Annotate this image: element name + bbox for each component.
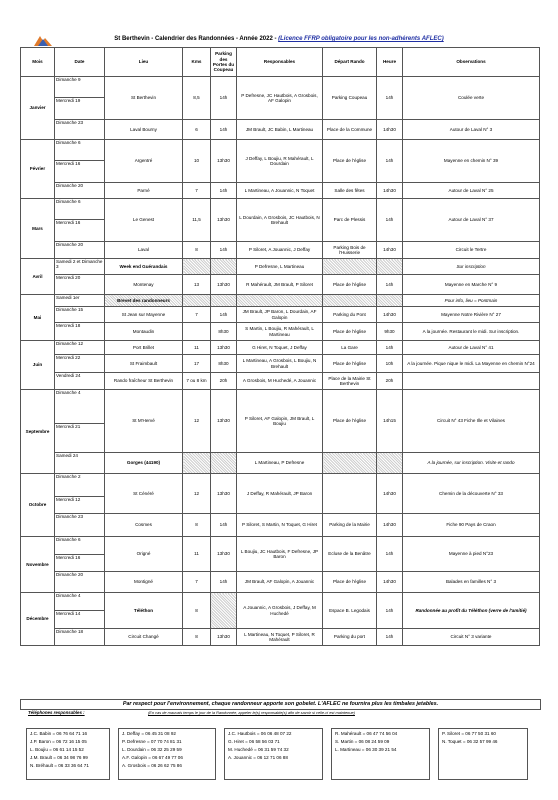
cell-place: Montigné bbox=[105, 572, 183, 593]
contact-line: N. Toquet = 06 32 57 99 46 bbox=[442, 739, 498, 744]
cell-parking bbox=[211, 259, 237, 275]
cell-notes: Autour de Laval N° 41 bbox=[403, 341, 540, 355]
cell-notes: A la journée, sur inscription. Visite et rando bbox=[403, 453, 540, 474]
contact-line: P. Defresne = 07 70 74 81 31 bbox=[122, 739, 182, 744]
cell-leaders: JM Brault, JC Babin, L Martineau bbox=[237, 120, 323, 140]
cell-time bbox=[377, 453, 403, 474]
cell-start bbox=[323, 453, 377, 474]
cell-month: Mars bbox=[21, 199, 55, 259]
table-row bbox=[21, 572, 540, 593]
cell-notes: Pour info, lieu = Pontmain bbox=[403, 295, 540, 307]
cell-date: Dimanche 2 bbox=[55, 474, 105, 497]
contact-line: R. Mahérault = 06 47 74 56 04 bbox=[335, 731, 398, 736]
cell-leaders: L Martineau, N Toquet, P Siloret, R Mahérault bbox=[237, 629, 323, 646]
cell-notes: Fiche 90 Pays de Craon bbox=[403, 514, 540, 537]
table-row bbox=[21, 629, 540, 646]
cell-parking: 13h30 bbox=[211, 140, 237, 183]
cell-leaders: J Deffay, R Mahérault, JP Baron bbox=[237, 474, 323, 514]
cell-date: Dimanche 20 bbox=[55, 242, 105, 259]
contact-line: G. Hiret = 06 58 56 03 71 bbox=[228, 739, 280, 744]
cell-start bbox=[323, 295, 377, 307]
header-place: Lieu bbox=[105, 48, 183, 77]
cell-time: 20h bbox=[377, 373, 403, 390]
table-row bbox=[21, 140, 540, 161]
contact-line: L. Martineau = 06 30 39 21 54 bbox=[335, 747, 397, 752]
contact-line: L. Dourdain = 06 32 25 29 59 bbox=[122, 747, 182, 752]
cell-leaders: P Siloret, AF Galopin, JM Brault, L Boujiu bbox=[237, 390, 323, 453]
cell-time: 14h30 bbox=[377, 120, 403, 140]
cell-start: Parking du Pont bbox=[323, 307, 377, 323]
cell-notes: Autour de Laval N° 25 bbox=[403, 183, 540, 199]
cell-leaders: P Siloret, S Martin, N Toquet, G Hiret bbox=[237, 514, 323, 537]
cell-date: Mercredi 21 bbox=[55, 424, 105, 453]
header-start: Départ Rando bbox=[323, 48, 377, 77]
cell-start: Place de l'église bbox=[323, 323, 377, 341]
cell-leaders: G Hiret, N Toquet, J Deffay bbox=[237, 341, 323, 355]
cell-place: Circuit Changé bbox=[105, 629, 183, 646]
cell-start: Parking Coupeau bbox=[323, 77, 377, 120]
cell-date: Mercredi 16 bbox=[55, 161, 105, 183]
cell-month: Janvier bbox=[21, 77, 55, 140]
cell-date: Dimanche 20 bbox=[55, 183, 105, 199]
cell-kms: 7 ou 8 km bbox=[183, 373, 211, 390]
cell-month: Décembre bbox=[21, 593, 55, 646]
cell-kms: 6 bbox=[183, 120, 211, 140]
cell-parking: 14h bbox=[211, 77, 237, 120]
cell-date: Mercredi 19 bbox=[55, 98, 105, 120]
contact-line: J.M. Brault = 06 34 98 76 99 bbox=[30, 755, 88, 760]
phones-note: (En cas de mauvais temps le jour de la Randonnée, appeler le(s) responsable(s) afin de savoir si celle-ci est maintenue) bbox=[148, 710, 355, 715]
cell-kms: 8 bbox=[183, 242, 211, 259]
cell-month: Juin bbox=[21, 341, 55, 390]
cell-time: 14h bbox=[377, 537, 403, 572]
cell-parking: 14h bbox=[211, 183, 237, 199]
cell-start bbox=[323, 259, 377, 275]
cell-month: Septembre bbox=[21, 390, 55, 474]
cell-notes: Autour de Laval N° 3 bbox=[403, 120, 540, 140]
header-date: Date bbox=[55, 48, 105, 77]
cell-start: Place de l'église bbox=[323, 140, 377, 183]
cell-notes: Sur inscription bbox=[403, 259, 540, 275]
cell-parking: 14h bbox=[211, 120, 237, 140]
cell-date: Dimanche 15 bbox=[55, 307, 105, 323]
cell-place: St Fraimbault bbox=[105, 355, 183, 373]
cell-kms bbox=[183, 323, 211, 341]
cell-start: Place de la Commune bbox=[323, 120, 377, 140]
cell-parking: 8h30 bbox=[211, 355, 237, 373]
cell-time: 14h bbox=[377, 275, 403, 295]
page-title bbox=[0, 36, 558, 42]
cell-time bbox=[377, 259, 403, 275]
cell-kms: 11 bbox=[183, 341, 211, 355]
cell-leaders: L Boujiu, JC Hautbois, F Defresne, JP Baron bbox=[237, 537, 323, 572]
cell-leaders: JM Brault, AF Galopin, A Jouannic bbox=[237, 572, 323, 593]
cell-time: 10h bbox=[377, 355, 403, 373]
cell-kms: 8,5 bbox=[183, 77, 211, 120]
table-row bbox=[21, 341, 540, 355]
cell-date: Dimanche 6 bbox=[55, 537, 105, 555]
contact-line: J.P. Baron = 06 72 16 15 05 bbox=[30, 739, 87, 744]
cell-place: Montaudin bbox=[105, 323, 183, 341]
cell-time: 14h bbox=[377, 140, 403, 183]
contact-line: J.C. Babin = 06 76 64 71 16 bbox=[30, 731, 88, 736]
contact-line: M. Huchedé = 06 31 59 74 32 bbox=[228, 747, 289, 752]
cell-kms: 8 bbox=[183, 629, 211, 646]
title-main: St Berthevin - Calendrier des Randonnées - Année 2022 - bbox=[114, 36, 279, 42]
cell-kms: 8 bbox=[183, 593, 211, 629]
table-row bbox=[21, 259, 540, 275]
phones-title: Téléphones responsables : bbox=[28, 710, 85, 715]
table-row bbox=[21, 514, 540, 537]
cell-place: Téléthon bbox=[105, 593, 183, 629]
cell-place: St M'Hervé bbox=[105, 390, 183, 453]
cell-start: Place de l'église bbox=[323, 275, 377, 295]
cell-notes: Chemin de la découverte N° 33 bbox=[403, 474, 540, 514]
header-month: Mois bbox=[21, 48, 55, 77]
cell-leaders: A Jouannic, A Grosbois, J Deffay, M Huchedé bbox=[237, 593, 323, 629]
cell-date: Mercredi 20 bbox=[55, 275, 105, 295]
table-row bbox=[21, 390, 540, 424]
header-leaders: Responsables bbox=[237, 48, 323, 77]
cell-time: 14h bbox=[377, 199, 403, 242]
cell-notes bbox=[403, 373, 540, 390]
contacts-box bbox=[331, 728, 430, 780]
cell-month: Novembre bbox=[21, 537, 55, 593]
cell-notes: Balades en familles N° 3 bbox=[403, 572, 540, 593]
cell-place: Cosmes bbox=[105, 514, 183, 537]
header-time: Heure bbox=[377, 48, 403, 77]
cell-parking: 14h bbox=[211, 572, 237, 593]
cell-month: Avril bbox=[21, 259, 55, 295]
cell-date: Dimanche 20 bbox=[55, 572, 105, 593]
cell-date: Mercredi 16 bbox=[55, 220, 105, 242]
cell-time: 14h30 bbox=[377, 572, 403, 593]
cell-parking: 14h bbox=[211, 242, 237, 259]
table-row bbox=[21, 453, 540, 474]
cell-start: La Gare bbox=[323, 341, 377, 355]
cell-date: Dimanche 9 bbox=[55, 77, 105, 98]
contact-line: S. Martin = 06 08 24 59 09 bbox=[335, 739, 390, 744]
cell-leaders: L Martineau, A Grosbois, L Boujiu, N Brehault bbox=[237, 355, 323, 373]
cell-date: Dimanche 23 bbox=[55, 514, 105, 537]
cell-parking bbox=[211, 453, 237, 474]
cell-parking bbox=[211, 593, 237, 629]
contact-line: P. Siloret = 06 77 50 31 60 bbox=[442, 731, 496, 736]
cell-date: Samedi 24 bbox=[55, 453, 105, 474]
cell-leaders: P Defresne, L Martineau bbox=[237, 259, 323, 275]
contact-line: J. Deffay = 06 45 31 08 92 bbox=[122, 731, 176, 736]
cell-notes: Mayenne en Marche N° 9 bbox=[403, 275, 540, 295]
table-body bbox=[21, 77, 540, 646]
contact-line: J.C. Hautbois = 06 06 48 07 22 bbox=[228, 731, 292, 736]
contacts-box bbox=[224, 728, 323, 780]
cell-kms: 17 bbox=[183, 355, 211, 373]
cell-place: Argentré bbox=[105, 140, 183, 183]
cell-notes: Coulée verte bbox=[403, 77, 540, 120]
contacts-box bbox=[26, 728, 110, 780]
cell-parking: 13h30 bbox=[211, 537, 237, 572]
cell-notes: Mayenne Notre Rivière N° 27 bbox=[403, 307, 540, 323]
cell-time: 14h30 bbox=[377, 183, 403, 199]
cell-notes: Mayenne à pied N°23 bbox=[403, 537, 540, 572]
cell-start: Place de l'église bbox=[323, 355, 377, 373]
cell-parking: 20h bbox=[211, 373, 237, 390]
cell-start: Salle des fêtes bbox=[323, 183, 377, 199]
cell-start: Place de l'église bbox=[323, 572, 377, 593]
cell-leaders: S Martin, L Boujiu, R Mahérault, L Martineau bbox=[237, 323, 323, 341]
cell-time: 14h bbox=[377, 77, 403, 120]
cell-kms: 12 bbox=[183, 390, 211, 453]
contact-line: A. Grosbois = 06 26 62 75 86 bbox=[122, 763, 182, 768]
table-row bbox=[21, 120, 540, 140]
table-row bbox=[21, 77, 540, 98]
cell-start: Parking de la Mairie bbox=[323, 514, 377, 537]
contact-line: N. Bréhault = 06 33 36 64 71 bbox=[30, 763, 89, 768]
cell-start: Place de l'église bbox=[323, 390, 377, 453]
cell-date: Mercredi 16 bbox=[55, 555, 105, 572]
cell-start bbox=[323, 474, 377, 514]
contact-line: L. Boujiu = 06 61 14 15 52 bbox=[30, 747, 84, 752]
cell-kms: 13 bbox=[183, 275, 211, 295]
table-header bbox=[21, 48, 540, 77]
cell-start: Espace B. Legodais bbox=[323, 593, 377, 629]
cell-date: Dimanche 6 bbox=[55, 199, 105, 220]
cell-leaders: P Defresne, JC Hautbois, A Grosbois, AF Galopin bbox=[237, 77, 323, 120]
cell-notes: Autour de Laval N° 37 bbox=[403, 199, 540, 242]
cell-parking: 13h30 bbox=[211, 199, 237, 242]
cell-notes: Circuit N° 3 variante bbox=[403, 629, 540, 646]
cell-kms: 7 bbox=[183, 307, 211, 323]
header-notes: Observations bbox=[403, 48, 540, 77]
cell-parking: 13h30 bbox=[211, 629, 237, 646]
cell-parking: 13h30 bbox=[211, 341, 237, 355]
cell-date: Samedi 1er bbox=[55, 295, 105, 307]
cell-leaders: J Deffay, L Boujiu, R Mahérault, L Dourdain bbox=[237, 140, 323, 183]
cell-start: Place de la Mairie St Berthevin bbox=[323, 373, 377, 390]
cell-date: Mercredi 22 bbox=[55, 355, 105, 373]
cell-notes: Randonnée au profit du Téléthon (verre de l'amitié) bbox=[403, 593, 540, 629]
cell-start: Ecluse de la Benâtre bbox=[323, 537, 377, 572]
cell-kms bbox=[183, 259, 211, 275]
header-kms: Kms bbox=[183, 48, 211, 77]
table-row bbox=[21, 307, 540, 323]
cell-time: 9h30 bbox=[377, 323, 403, 341]
cell-start: Parc de Plessis bbox=[323, 199, 377, 242]
table-row bbox=[21, 355, 540, 373]
cell-place: Week end Guérandais bbox=[105, 259, 183, 275]
cell-place: Le Genest bbox=[105, 199, 183, 242]
header-parking: Parking des Portes du Coupeau bbox=[211, 48, 237, 77]
contact-line: A.F. Galopin = 06 67 49 77 06 bbox=[122, 755, 183, 760]
cell-leaders: JM Brault, JP Baron, L Dourdain, AF Galopin bbox=[237, 307, 323, 323]
cell-notes: A la journée. Pique nique le midi. La Mayenne en chemin N°24 bbox=[403, 355, 540, 373]
cell-date: Dimanche 23 bbox=[55, 120, 105, 140]
cell-place: Laval bbox=[105, 242, 183, 259]
cell-time: 14h30 bbox=[377, 307, 403, 323]
cell-parking: 14h bbox=[211, 307, 237, 323]
cell-place: St Cénéré bbox=[105, 474, 183, 514]
cell-parking: 13h30 bbox=[211, 390, 237, 453]
cell-leaders bbox=[237, 295, 323, 307]
contact-line: A. Jouannic = 06 12 71 06 88 bbox=[228, 755, 288, 760]
cell-parking: 13h30 bbox=[211, 275, 237, 295]
cell-date: Dimanche 4 bbox=[55, 593, 105, 611]
cell-date: Samedi 2 et Dimanche 3 bbox=[55, 259, 105, 275]
cell-place: Brevet des randonneurs bbox=[105, 295, 183, 307]
cell-place: Parné bbox=[105, 183, 183, 199]
contacts-box bbox=[118, 728, 216, 780]
cell-time bbox=[377, 295, 403, 307]
cell-place: St Berthevin bbox=[105, 77, 183, 120]
cell-parking bbox=[211, 295, 237, 307]
contacts-box bbox=[438, 728, 528, 780]
table-row bbox=[21, 275, 540, 295]
cell-time: 14h30 bbox=[377, 514, 403, 537]
cell-date: Mercredi 18 bbox=[55, 323, 105, 341]
cell-date: Dimanche 12 bbox=[55, 341, 105, 355]
cell-kms: 7 bbox=[183, 572, 211, 593]
cell-time: 14h bbox=[377, 629, 403, 646]
cell-place: St Jean sur Mayenne bbox=[105, 307, 183, 323]
table-row bbox=[21, 242, 540, 259]
cell-start: Parking du port bbox=[323, 629, 377, 646]
table-row bbox=[21, 474, 540, 497]
cell-start: Parking Bois de l'Huisserie bbox=[323, 242, 377, 259]
cell-notes: Circuit le Tertre bbox=[403, 242, 540, 259]
cell-parking: 13h30 bbox=[211, 474, 237, 514]
cell-month: Mai bbox=[21, 295, 55, 341]
cell-kms: 11 bbox=[183, 537, 211, 572]
title-note: (Licence FFRP obligatoire pour les non-adhérents AFLEC) bbox=[278, 36, 444, 42]
cell-notes: Mayenne en chemin N° 39 bbox=[403, 140, 540, 183]
cell-date: Mercredi 14 bbox=[55, 611, 105, 629]
cell-kms: 8 bbox=[183, 514, 211, 537]
cell-place: Laval Bourny bbox=[105, 120, 183, 140]
cell-date: Dimanche 4 bbox=[55, 390, 105, 424]
cell-kms: 10 bbox=[183, 140, 211, 183]
cell-date: Dimanche 18 bbox=[55, 629, 105, 646]
cell-place: Gorges (44190) bbox=[105, 453, 183, 474]
table-row bbox=[21, 593, 540, 611]
cell-leaders: R Mahérault, JM Brault, P Siloret bbox=[237, 275, 323, 295]
cell-kms bbox=[183, 453, 211, 474]
cell-place: Port Brillet bbox=[105, 341, 183, 355]
cell-parking: 14h bbox=[211, 514, 237, 537]
cell-place: Montenay bbox=[105, 275, 183, 295]
table-row bbox=[21, 295, 540, 307]
cell-month: Février bbox=[21, 140, 55, 199]
table-row bbox=[21, 323, 540, 341]
environment-notice: Par respect pour l'environnement, chaque randonneur apporte son gobelet. L'AFLEC ne fournira plus les timbales jetables. bbox=[20, 699, 541, 710]
cell-notes: Circuit N° 43 Fiche Ille et Vilaines bbox=[403, 390, 540, 453]
cell-date: Dimanche 6 bbox=[55, 140, 105, 161]
cell-leaders: L Martineau, P Defresne bbox=[237, 453, 323, 474]
cell-date: Vendredi 24 bbox=[55, 373, 105, 390]
cell-date: Mercredi 12 bbox=[55, 497, 105, 514]
cell-place: Rando fraîcheur St Berthevin bbox=[105, 373, 183, 390]
cell-leaders: P Siloret, A Jouannic, J Deffay bbox=[237, 242, 323, 259]
cell-leaders: A Grosbois, M Huchedé, A Jouannic bbox=[237, 373, 323, 390]
calendar-table bbox=[20, 47, 540, 646]
cell-time: 14h30 bbox=[377, 474, 403, 514]
table-row bbox=[21, 199, 540, 220]
cell-kms: 12 bbox=[183, 474, 211, 514]
cell-notes: A la journée. Restaurant le midi. Sur inscription. bbox=[403, 323, 540, 341]
cell-leaders: L Dourdain, A Grosbois, JC Hautbois, N Brehault bbox=[237, 199, 323, 242]
cell-leaders: L Martineau, A Jouannic, N Toquet bbox=[237, 183, 323, 199]
cell-kms: 11,5 bbox=[183, 199, 211, 242]
cell-kms: 7 bbox=[183, 183, 211, 199]
cell-time: 14h bbox=[377, 341, 403, 355]
table-row bbox=[21, 373, 540, 390]
cell-time: 14h bbox=[377, 593, 403, 629]
table-row bbox=[21, 537, 540, 555]
table-row bbox=[21, 183, 540, 199]
cell-kms bbox=[183, 295, 211, 307]
cell-parking: 8h30 bbox=[211, 323, 237, 341]
cell-place: Origné bbox=[105, 537, 183, 572]
cell-month: Octobre bbox=[21, 474, 55, 537]
cell-time: 14h30 bbox=[377, 242, 403, 259]
cell-time: 14h15 bbox=[377, 390, 403, 453]
